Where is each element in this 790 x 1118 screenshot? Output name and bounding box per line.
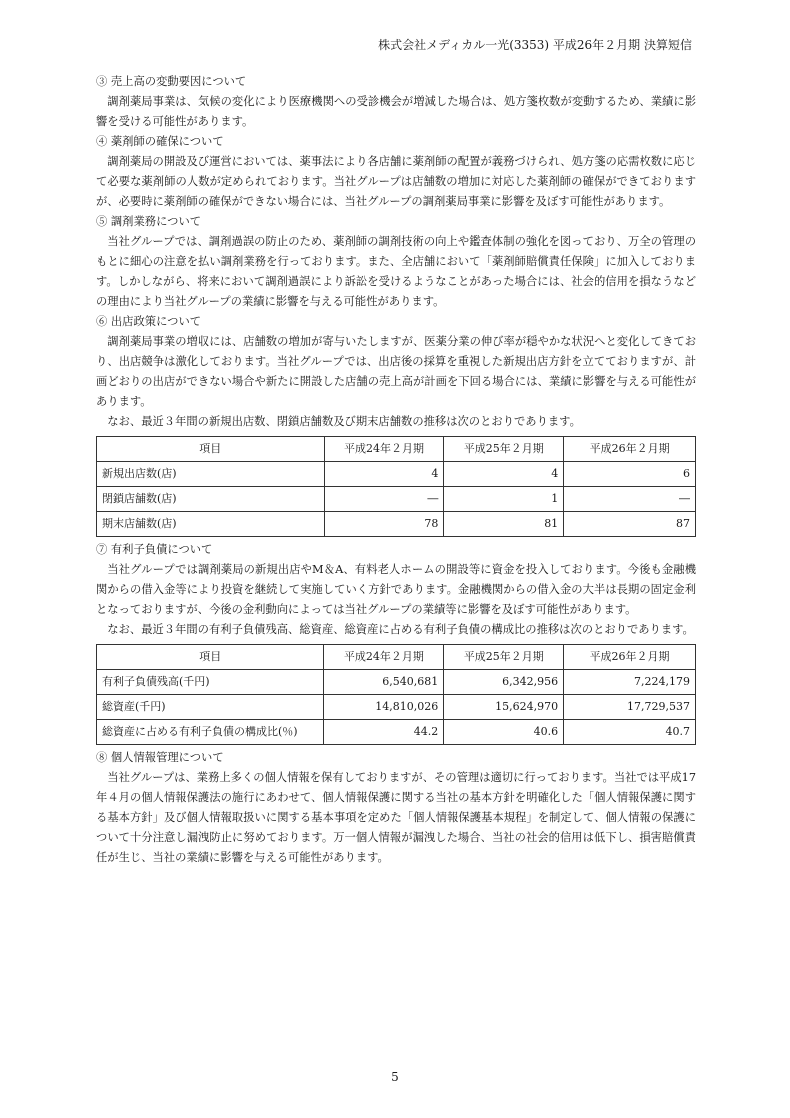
section-personal-info-management	[96, 748, 696, 868]
table-header-cell: 平成26年２月期	[564, 645, 696, 670]
section-title: ⑧ 個人情報管理について	[96, 751, 224, 764]
table-cell: ―	[564, 487, 696, 512]
table-cell: 44.2	[324, 720, 444, 745]
section-dispensing-operations	[96, 212, 696, 312]
table-header-cell: 項目	[97, 437, 325, 462]
table-cell: 40.7	[564, 720, 696, 745]
table-cell: 6,342,956	[444, 670, 564, 695]
table-header-row	[97, 437, 696, 462]
table-header-row	[97, 645, 696, 670]
page-number: 5	[391, 1070, 399, 1084]
document-header: 株式会社メディカル一光(3353) 平成26年２月期 決算短信	[378, 38, 692, 52]
table-header-cell: 平成26年２月期	[564, 437, 696, 462]
section-paragraph: 調剤薬局事業の増収には、店舗数の増加が寄与いたしますが、医薬分業の伸び率が穏やかな状況へと変化してきており、出店競争は激化しております。当社グループでは、出店後の採算を重視した新規出店方針を立てておりますが、計画どおりの出店ができない場合や新たに開設した店舗の売上高が計画を下回る場合には、業績に影響を与える可能性があります。	[96, 335, 696, 408]
table-cell-label: 総資産に占める有利子負債の構成比(％)	[97, 720, 324, 745]
section-title: ⑤ 調剤業務について	[96, 215, 202, 228]
section-paragraph: 調剤薬局の開設及び運営においては、薬事法により各店舗に薬剤師の配置が義務づけられ、処方箋の応需枚数に応じて必要な薬剤師の人数が定められております。当社グループは店舗数の増加に対応した薬剤師の確保ができておりますが、必要時に薬剤師の確保ができない場合には、当社グループの調剤薬局事業に影響を及ぼす可能性があります。	[96, 155, 696, 208]
table-cell: 14,810,026	[324, 695, 444, 720]
table-cell-label: 閉鎖店舗数(店)	[97, 487, 325, 512]
table-row	[97, 512, 696, 537]
table-cell: 6	[564, 462, 696, 487]
section-paragraph: 当社グループでは、調剤過誤の防止のため、薬剤師の調剤技術の向上や鑑査体制の強化を図っており、万全の管理のもとに細心の注意を払い調剤業務を行っております。また、全店舗において「薬剤師賠償責任保険」に加入しております。しかしながら、将来において調剤過誤により訴訟を受けるようなことがあった場合には、社会的信用を損なうなどの理由により当社グループの業績に影響を与える可能性があります。	[96, 235, 696, 308]
section-title: ③ 売上高の変動要因について	[96, 75, 247, 88]
section-title: ④ 薬剤師の確保について	[96, 135, 224, 148]
table-cell-label: 総資産(千円)	[97, 695, 324, 720]
section-title: ⑥ 出店政策について	[96, 315, 202, 328]
table-cell: 17,729,537	[564, 695, 696, 720]
table-cell: 87	[564, 512, 696, 537]
section-store-opening-policy	[96, 312, 696, 537]
table-cell: 4	[444, 462, 564, 487]
table-row	[97, 670, 696, 695]
section-pharmacist-staffing	[96, 132, 696, 212]
table-row	[97, 462, 696, 487]
table-cell: ―	[324, 487, 444, 512]
table-cell: 4	[324, 462, 444, 487]
table-row	[97, 487, 696, 512]
section-note: なお、最近３年間の有利子負債残高、総資産、総資産に占める有利子負債の構成比の推移は次のとおりであります。	[107, 623, 694, 636]
table-row	[97, 720, 696, 745]
table-header-cell: 平成24年２月期	[324, 437, 444, 462]
table-cell: 6,540,681	[324, 670, 444, 695]
debt-table	[96, 644, 696, 745]
table-cell: 81	[444, 512, 564, 537]
table-cell-label: 期末店舗数(店)	[97, 512, 325, 537]
table-cell: 78	[324, 512, 444, 537]
table-cell: 40.6	[444, 720, 564, 745]
table-cell-label: 新規出店数(店)	[97, 462, 325, 487]
section-paragraph: 当社グループでは調剤薬局の新規出店やM＆A、有料老人ホームの開設等に資金を投入しております。今後も金融機関からの借入金等により投資を継続して実施していく方針であります。金融機関からの借入金の大半は長期の固定金利となっておりますが、今後の金利動向によっては当社グループの業績等に影響を及ぼす可能性があります。	[96, 563, 696, 616]
section-title: ⑦ 有利子負債について	[96, 543, 213, 556]
document-body	[96, 72, 696, 868]
table-cell: 7,224,179	[564, 670, 696, 695]
section-interest-bearing-debt	[96, 540, 696, 745]
section-paragraph: 当社グループは、業務上多くの個人情報を保有しておりますが、その管理は適切に行っております。当社では平成17年４月の個人情報保護法の施行にあわせて、個人情報保護に関する当社の基本方針を明確化した「個人情報保護に関する基本方針」及び個人情報取扱いに関する基本事項を定めた「個人情報保護基本規程」を制定して、個人情報の保護について十分注意し漏洩防止に努めております。万一個人情報が漏洩した場合、当社の社会的信用は低下し、損害賠償責任が生じ、当社の業績に影響を与える可能性があります。	[96, 771, 697, 864]
table-header-cell: 平成25年２月期	[444, 437, 564, 462]
table-row	[97, 695, 696, 720]
section-paragraph: 調剤薬局事業は、気候の変化により医療機関への受診機会が増減した場合は、処方箋枚数が変動するため、業績に影響を受ける可能性があります。	[96, 95, 696, 128]
table-cell: 15,624,970	[444, 695, 564, 720]
table-header-cell: 項目	[97, 645, 324, 670]
table-cell-label: 有利子負債残高(千円)	[97, 670, 324, 695]
section-note: なお、最近３年間の新規出店数、閉鎖店舗数及び期末店舗数の推移は次のとおりであります。	[107, 415, 581, 428]
table-header-cell: 平成25年２月期	[444, 645, 564, 670]
store-count-table	[96, 436, 696, 537]
table-header-cell: 平成24年２月期	[324, 645, 444, 670]
table-cell: 1	[444, 487, 564, 512]
section-sales-factors	[96, 72, 696, 132]
